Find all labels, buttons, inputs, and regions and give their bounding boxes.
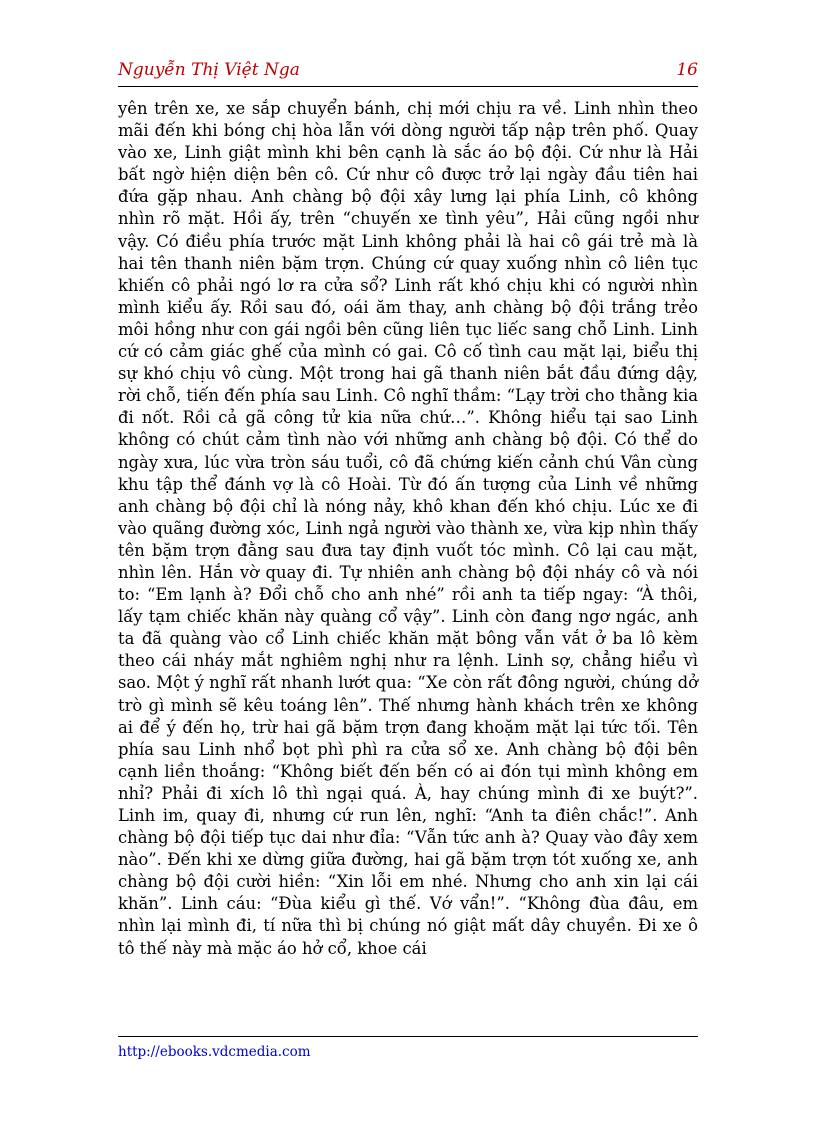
header-author-name: Nguyễn Thị Việt Nga (118, 60, 300, 80)
footer-divider (118, 1036, 698, 1037)
page-header (118, 60, 698, 84)
footer-link[interactable]: http://ebooks.vdcmedia.com (118, 1044, 311, 1060)
header-page-number: 16 (676, 60, 698, 80)
body-paragraph: yên trên xe, xe sắp chuyển bánh, chị mới chịu ra về. Linh nhìn theo mãi đến khi bóng chị hòa lẫn với dòng người tấp nập trên phố. Quay vào xe, Linh giật mình khi bên cạnh là sắc áo bộ đội. Cứ như là Hải bất ngờ hiện diện bên cô. Cứ như cô được trở lại ngày đầu tiên hai đứa gặp nhau. Anh chàng bộ đội xây lưng lại phía Linh, cô không nhìn rõ mặt. Hồi ấy, trên “chuyến xe tình yêu”, Hải cũng ngồi như vậy. Có điều phía trước mặt Linh không phải là hai cô gái trẻ mà là hai tên thanh niên bặm trợn. Chúng cứ quay xuống nhìn cô liên tục khiến cô phải ngó lơ ra cửa sổ? Linh rất khó chịu khi có người nhìn mình kiểu ấy. Rồi sau đó, oái ăm thay, anh chàng bộ đội trắng trẻo môi hồng như con gái ngồi bên cũng liên tục liếc sang chỗ Linh. Linh cứ có cảm giác ghế của mình có gai. Cô cố tình cau mặt lại, biểu thị sự khó chịu vô cùng. Một trong hai gã thanh niên bắt đầu đứng dậy, rời chỗ, tiến đến phía sau Linh. Cô nghĩ thầm: “Lạy trời cho thằng kia đi nốt. Rồi cả gã công tử kia nữa chứ…”. Không hiểu tại sao Linh không có chút cảm tình nào với những anh chàng bộ đội. Có thể do ngày xưa, lúc vừa tròn sáu tuổi, cô đã chứng kiến cảnh chú Vân cùng khu tập thể đánh vợ là cô Hoài. Từ đó ấn tượng của Linh về những anh chàng bộ đội chỉ là nóng nảy, khô khan đến khó chịu. Lúc xe đi vào quãng đường xóc, Linh ngả người vào thành xe, vừa kịp nhìn thấy tên bặm trợn đằng sau đưa tay định vuốt tóc mình. Cô lại cau mặt, nhìn lên. Hắn vờ quay đi. Tự nhiên anh chàng bộ đội nháy cô và nói to: “Em lạnh à? Đổi chỗ cho anh nhé” rồi anh ta tiếp ngay: “À thôi, lấy tạm chiếc khăn này quàng cổ vậy”. Linh còn đang ngơ ngác, anh ta đã quàng vào cổ Linh chiếc khăn mặt bông vẫn vắt ở ba lô kèm theo cái nháy mắt nghiêm nghị như ra lệnh. Linh sợ, chẳng hiểu vì sao. Một ý nghĩ rất nhanh lướt qua: “Xe còn rất đông người, chúng dở trò gì mình sẽ kêu toáng lên”. Thế nhưng hành khách trên xe không ai để ý đến họ, trừ hai gã bặm trợn đang khoặm mặt lại tức tối. Tên phía sau Linh nhổ bọt phì phì ra cửa sổ xe. Anh chàng bộ đội bên cạnh liền thoắng: “Không biết đến bến có ai đón tụi mình không em nhỉ? Phải đi xích lô thì ngại quá. À, hay chúng mình đi xe buýt?”. Linh im, quay đi, nhưng cứ run lên, nghĩ: “Anh ta điên chắc!”. Anh chàng bộ đội tiếp tục dai như đỉa: “Vẫn tức anh à? Quay vào đây xem nào”. Đến khi xe dừng giữa đường, hai gã bặm trợn tót xuống xe, anh chàng bộ đội cười hiền: “Xin lỗi em nhé. Nhưng cho anh xin lại cái khăn”. Linh cáu: “Đùa kiểu gì thế. Vớ vẩn!”. “Không đùa đâu, em nhìn lại mình đi, tí nữa thì bị chúng nó giật mất dây chuyền. Đi xe ô tô thế này mà mặc áo hở cổ, khoe cái (118, 99, 698, 958)
header-divider (118, 86, 698, 87)
